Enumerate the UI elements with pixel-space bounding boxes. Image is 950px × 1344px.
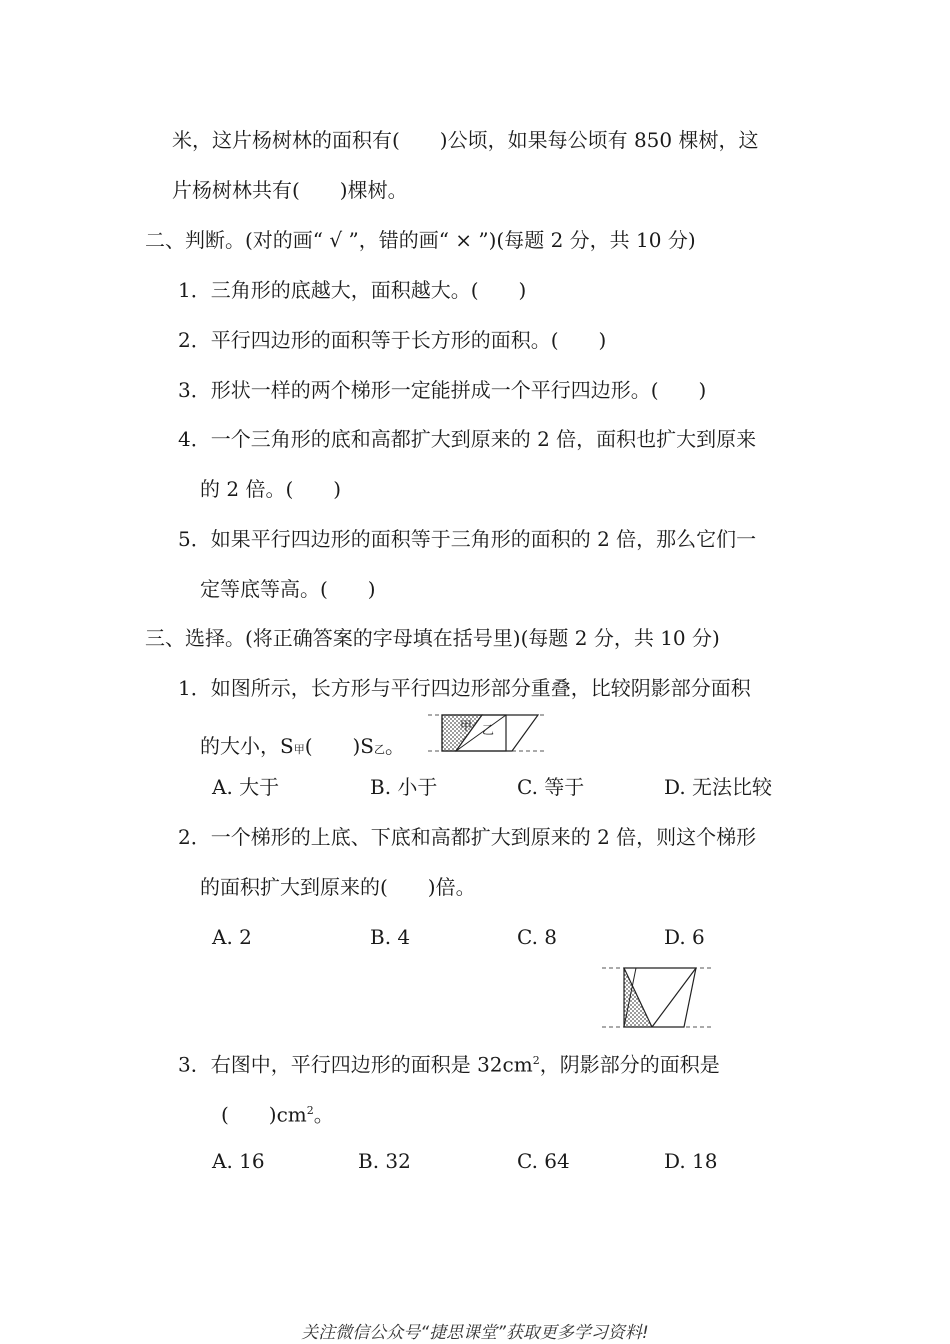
choice-q2-options: [0, 923, 950, 951]
carryover-line-1: 米，这片杨树林的面积有( )公顷，如果每公顷有 850 棵树，这: [172, 128, 759, 152]
judge-q5-line2: 定等底等高。( ): [200, 577, 376, 601]
judge-q4-line2: 的 2 倍。( ): [200, 477, 342, 501]
option-c[interactable]: C. 8: [517, 925, 558, 949]
choice-q3-line2: [221, 1097, 334, 1129]
sub-jia: 甲: [293, 743, 305, 756]
q1-text-b: ( )S: [304, 734, 375, 758]
q3-sup-b: 2: [306, 1104, 314, 1117]
choice-q1-line2: [200, 732, 405, 764]
fig-label-jia: 甲: [460, 719, 473, 733]
judge-q2: 2．平行四边形的面积等于长方形的面积。( ): [178, 328, 607, 352]
q3-sup-a: 2: [532, 1054, 540, 1067]
fig-label-yi: 乙: [482, 723, 495, 737]
section2-heading: 二、判断。(对的画“ √ ”，错的画“ × ”)(每题 2 分，共 10 分): [145, 228, 696, 252]
carryover-line-2: 片杨树林共有( )棵树。: [172, 178, 408, 202]
option-a[interactable]: A. 大于: [212, 775, 280, 799]
judge-q4-line1: 4．一个三角形的底和高都扩大到原来的 2 倍，面积也扩大到原来: [178, 427, 757, 451]
option-a[interactable]: A. 16: [212, 1149, 265, 1173]
option-d[interactable]: D. 6: [664, 925, 705, 949]
option-d[interactable]: D. 18: [664, 1149, 718, 1173]
choice-q3-line1: [178, 1047, 720, 1079]
judge-q5-line1: 5．如果平行四边形的面积等于三角形的面积的 2 倍，那么它们一: [178, 527, 757, 551]
q1-text-c: 。: [385, 734, 406, 758]
option-a[interactable]: A. 2: [212, 925, 252, 949]
option-c[interactable]: C. 64: [517, 1149, 570, 1173]
option-b[interactable]: B. 32: [358, 1149, 411, 1173]
section3-heading: 三、选择。(将正确答案的字母填在括号里)(每题 2 分，共 10 分): [145, 626, 720, 650]
q3-text-d: 。: [313, 1102, 334, 1127]
sub-yi: 乙: [374, 743, 386, 756]
figure-parallelogram-shaded-triangle: [600, 962, 716, 1034]
choice-q1-line1: 1．如图所示，长方形与平行四边形部分重叠，比较阴影部分面积: [178, 676, 751, 700]
footer-note: 关注微信公众号“捷思课堂”获取更多学习资料!: [301, 1323, 649, 1343]
q3-text-c: ( )cm: [221, 1102, 307, 1127]
choice-q2-line1: 2．一个梯形的上底、下底和高都扩大到原来的 2 倍，则这个梯形: [178, 825, 757, 849]
q3-text-b: ，阴影部分的面积是: [539, 1052, 720, 1077]
judge-q3: 3．形状一样的两个梯形一定能拼成一个平行四边形。( ): [178, 378, 707, 402]
choice-q3-options: [0, 1147, 950, 1175]
judge-q1: 1．三角形的底越大，面积越大。( ): [178, 278, 527, 302]
option-b[interactable]: B. 4: [370, 925, 411, 949]
option-b[interactable]: B. 小于: [370, 775, 438, 799]
q3-text-a: 3．右图中，平行四边形的面积是 32cm: [178, 1052, 533, 1077]
choice-q2-line2: 的面积扩大到原来的( )倍。: [200, 875, 476, 899]
option-c[interactable]: C. 等于: [517, 775, 585, 799]
choice-q1-options: [0, 773, 950, 801]
option-d[interactable]: D. 无法比较: [664, 775, 773, 799]
q1-text-a: 的大小，S: [200, 734, 294, 758]
figure-overlap-rect-parallelogram: [426, 710, 546, 756]
